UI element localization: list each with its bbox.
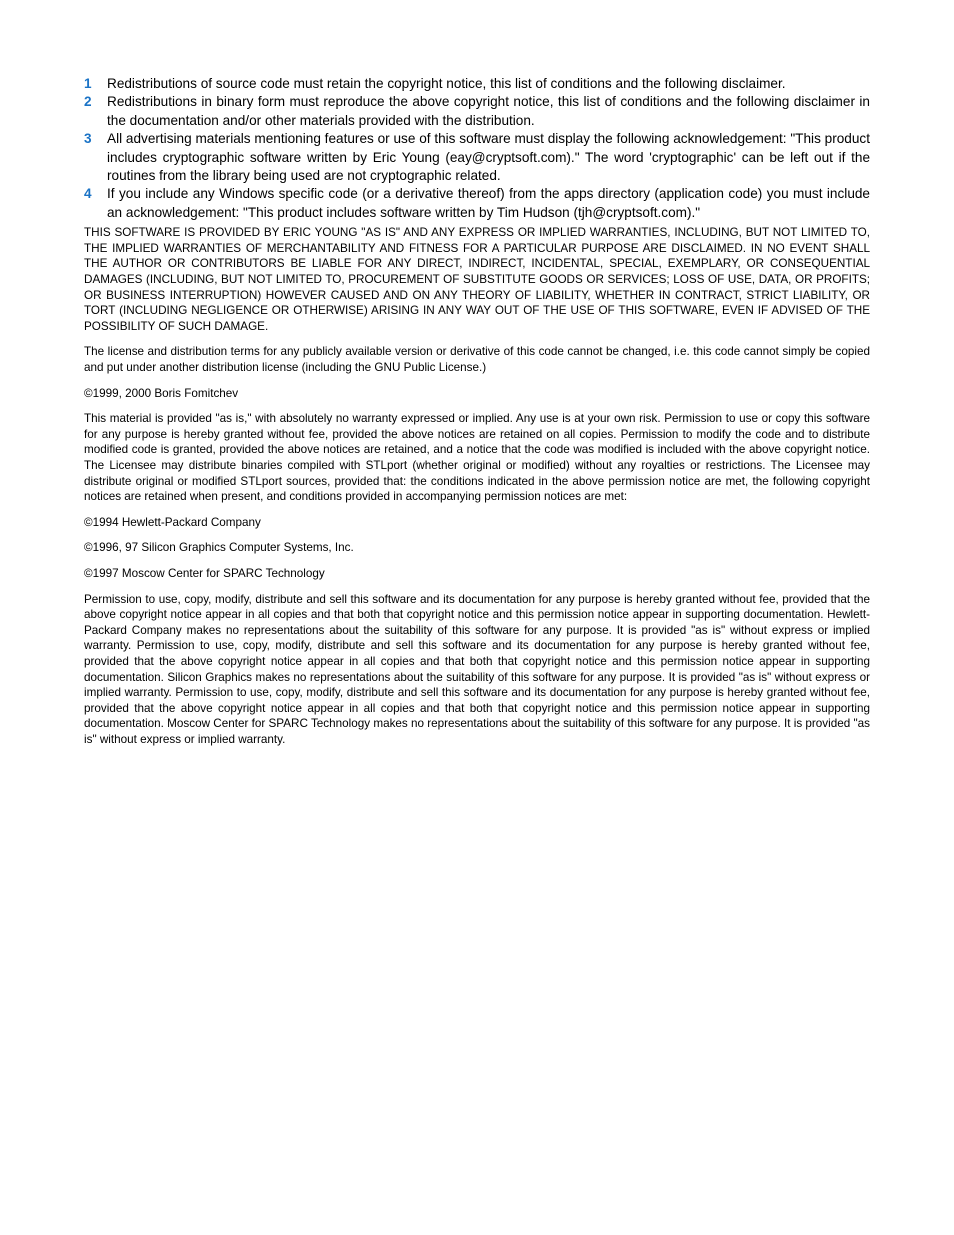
condition-item	[84, 93, 870, 130]
condition-item	[84, 130, 870, 185]
material-notice-paragraph: This material is provided "as is," with absolutely no warranty expressed or implied. Any use is at your own risk. Permission to use or copy this software for any purpose is hereby granted without fee, provided the above notices are retained on all copies. Permission to modify the code and to distribute modified code is granted, provided the above notices are retained, and a notice that the code was modified is included with the above copyright notice. The Licensee may distribute binaries compiled with STLport (whether original or modified) without any royalties or restrictions. The Licensee may distribute original or modified STLport sources, provided that: the conditions indicated in the above permission notice are met, the following copyright notices are retained when present, and conditions provided in accompanying permission notices are met:	[84, 412, 870, 504]
condition-text: If you include any Windows specific code (or a derivative thereof) from the apps directory (application code) you must include an acknowledgement: "This product includes software written by Tim Hudson (tjh@cryptsoft.com)."	[107, 186, 870, 220]
condition-number: 3	[84, 131, 92, 147]
warranty-disclaimer: THIS SOFTWARE IS PROVIDED BY ERIC YOUNG "AS IS" AND ANY EXPRESS OR IMPLIED WARRANTIES, INCLUDING, BUT NOT LIMITED TO, THE IMPLIED WARRANTIES OF MERCHANTABILITY AND FITNESS FOR A PARTICULAR PURPOSE ARE DISCLAIMED. IN NO EVENT SHALL THE AUTHOR OR CONTRIBUTORS BE LIABLE FOR ANY DIRECT, INDIRECT, INCIDENTAL, SPECIAL, EXEMPLARY, OR CONSEQUENTIAL DAMAGES (INCLUDING, BUT NOT LIMITED TO, PROCUREMENT OF SUBSTITUTE GOODS OR SERVICES; LOSS OF USE, DATA, OR PROFITS; OR BUSINESS INTERRUPTION) HOWEVER CAUSED AND ON ANY THEORY OF LIABILITY, WHETHER IN CONTRACT, STRICT LIABILITY, OR TORT (INCLUDING NEGLIGENCE OR OTHERWISE) ARISING IN ANY WAY OUT OF THE USE OF THIS SOFTWARE, EVEN IF ADVISED OF THE POSSIBILITY OF SUCH DAMAGE.	[84, 226, 870, 333]
condition-number: 2	[84, 94, 92, 110]
copyright-fomitchev: ©1999, 2000 Boris Fomitchev	[84, 386, 239, 400]
copyright-sgi: ©1996, 97 Silicon Graphics Computer Systems, Inc.	[84, 541, 354, 555]
condition-item	[84, 185, 870, 222]
permission-notice-paragraph: Permission to use, copy, modify, distribute and sell this software and its documentation for any purpose is hereby granted without fee, provided that the above copyright notice appear in all copies and that both that copyright notice and this permission notice appear in supporting documentation. Hewlett-Packard Company makes no representations about the suitability of this software for any purpose. It is provided "as is" without express or implied warranty. Permission to use, copy, modify, distribute and sell this software and its documentation for any purpose is hereby granted without fee, provided that the above copyright notice appear in all copies and that both that copyright notice and this permission notice appear in supporting documentation. Silicon Graphics makes no representations about the suitability of this software for any purpose. It is provided "as is" without express or implied warranty. Permission to use, copy, modify, distribute and sell this software and its documentation for any purpose is hereby granted without fee, provided that the above copyright notice appear in all copies and that both that copyright notice and this permission notice appear in supporting documentation. Moscow Center for SPARC Technology makes no representations about the suitability of this software for any purpose. It is provided "as is" without express or implied warranty.	[84, 592, 870, 746]
condition-number: 1	[84, 76, 92, 91]
condition-number: 4	[84, 186, 92, 202]
license-terms-paragraph: The license and distribution terms for any publicly available version or derivative of this code cannot be changed, i.e. this code cannot simply be copied and put under another distribution license (including the GNU Public License.)	[84, 345, 870, 374]
condition-item	[84, 75, 870, 93]
license-document	[84, 75, 870, 747]
copyright-moscow: ©1997 Moscow Center for SPARC Technology	[84, 566, 325, 580]
condition-text: Redistributions in binary form must reproduce the above copyright notice, this list of conditions and the following disclaimer in the documentation and/or other materials provided with the distribution.	[107, 94, 870, 128]
condition-text: Redistributions of source code must retain the copyright notice, this list of conditions and the following disclaimer.	[107, 76, 786, 91]
copyright-hp: ©1994 Hewlett-Packard Company	[84, 515, 261, 529]
condition-text: All advertising materials mentioning features or use of this software must display the following acknowledgement: "This product includes cryptographic software written by Eric Young (eay@cryptsoft.com)." The word 'cryptographic' can be left out if the routines from the library being used are not cryptographic related.	[107, 131, 870, 184]
conditions-list	[84, 75, 870, 222]
